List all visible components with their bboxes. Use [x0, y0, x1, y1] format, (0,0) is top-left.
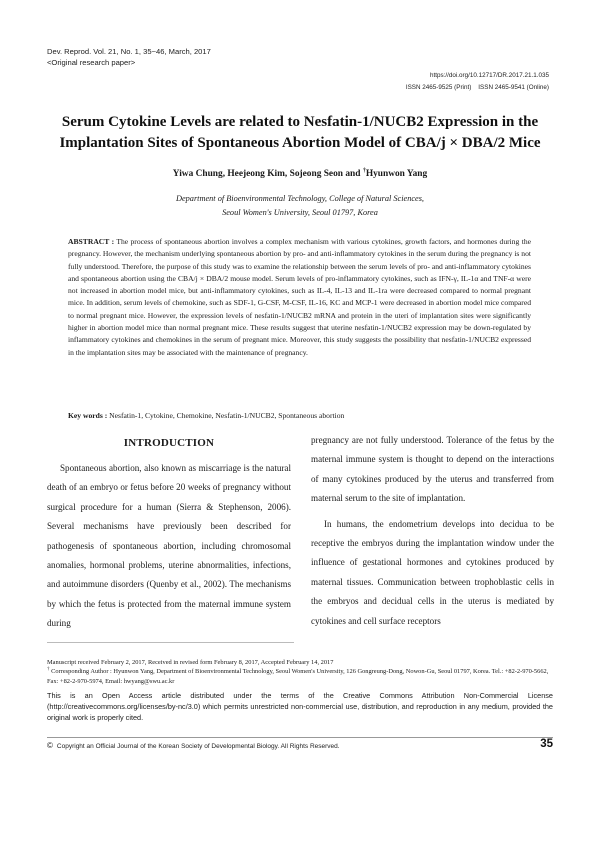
issn-numbers: ISSN 2465-9525 (Print) ISSN 2465-9541 (Online) [405, 84, 549, 91]
intro-paragraph-1: Spontaneous abortion, also known as miscarriage is the natural death of an embryo or fetus before 20 weeks of pregnancy without surgical procedure for a human (Sierra & Stephenson, 2006). Several mechanisms have previously been described for pathogenesis of spontaneous abortion, including chromosomal anomalies, hormonal problems, uterine abnormalities, infections, and autoimmune disorders (Quenby et al., 2002). The mechanisms by which the fetus is protected from the maternal immune system during [47, 463, 291, 629]
corresponding-author-note: Corresponding Author : Hyunwon Yang, Department of Bioenvironmental Technology, Seoul Women's University, 126 Gongreung-Dong, Nowon-Gu, Seoul 01797, Korea. Tel.: +82-2-970-5662, Fax: +82-2-970-5974, Email: hwyang@swu.ac.kr [47, 668, 549, 685]
affiliation-line-2: Seoul Women's University, Seoul 01797, Korea [222, 208, 378, 217]
right-column [311, 431, 554, 631]
manuscript-dates: Manuscript received February 2, 2017, Received in revised form February 8, 2017, Accepted February 14, 2017 [47, 659, 334, 666]
section-heading: INTRODUCTION [123, 437, 215, 449]
title-line-2: Implantation Sites of Spontaneous Abortion Model of CBA/j × DBA/2 Mice [59, 135, 541, 151]
corresponding-author: Hyunwon Yang [365, 169, 428, 179]
affiliation [40, 192, 560, 220]
abstract-text: The process of spontaneous abortion involves a complex mechanism with various cytokines, growth factors, and hormones during the pregnancy. However, the mechanism underlying spontaneous abortion by pro- and anti-inflammatory cytokines in the serum during the pregnancy is not fully understood. Therefore, the purpose of this study was to examine the relationship between the serum levels of pro- and anti-inflammatory cytokines and spontaneous abortion using the CBA/j × DBA/2 mouse model. Serum levels of pro-inflammatory cytokines, such as IFN-γ, IL-1α and TNF-α were not increased in abortion model mice, but anti-inflammatory cytokines, such as IL-4, IL-13 and IL-1ra were decreased compared to normal pregnant mice. In addition, serum levels of chemokine, such as SDF-1, G-CSF, M-CSF, IL-16, KC and MCP-1 were decreased in abortion model mice compared to normal pregnant mice. However, the expression levels of nesfatin-1/NUCB2 mRNA and protein in the uteri of implantation sites were significantly higher in abortion model mice than normal pregnant mice. These results suggest that uterine nesfatin-1/NUCB2 expression may be down-regulated by inflammatory cytokines and chemokines in the serum of pregnant mice. Moreover, this study suggests the possibility that nesfatin-1/NUCB2 expressed in the implantation sites may be associated with the maintenance of pregnancy. [68, 237, 531, 357]
keywords-text: Nesfatin-1, Cytokine, Chemokine, Nesfatin-1/NUCB2, Spontaneous abortion [109, 411, 345, 420]
license-statement: This is an Open Access article distributed under the terms of the Creative Commons Attribution Non-Commercial License (http://creativecommons.org/licenses/by-nc/3.0) which permits unrestricted non-commercial use, distribution, and reproduction in any medium, provided the original work is properly cited. [47, 691, 553, 723]
footnote-corr-mark: † [47, 667, 50, 673]
keywords [68, 410, 531, 422]
copyright-icon: © [47, 741, 53, 750]
article-title [40, 112, 560, 154]
page-number: 35 [540, 738, 553, 750]
copyright-text: Copyright an Official Journal of the Korean Society of Developmental Biology. All Rights Reserved. [56, 743, 340, 750]
intro-paragraph-continued: pregnancy are not fully understood. Tolerance of the fetus by the maternal immune system is thought to depend on the interactions of many cytokines produced by the uterus and transferred from maternal serum to the site of implantation. [311, 435, 554, 504]
intro-paragraph-2: In humans, the endometrium develops into decidua to be receptive the embryos during the implantation window under the influence of gestational hormones and cytokines produced by maternal tissues. Communication between trophoblastic cells in the embryos and decidual cells in the uterus is mediated by cytokines and cell surface receptors [311, 518, 554, 626]
authors-main: Yiwa Chung, Heejeong Kim, Sojeong Seon and [172, 169, 363, 179]
abstract-label: ABSTRACT : [68, 237, 115, 246]
affiliation-line-1: Department of Bioenvironmental Technology, College of Natural Sciences, [175, 194, 425, 203]
doi-link[interactable]: https://doi.org/10.12717/DR.2017.21.1.035 [429, 72, 549, 79]
footnotes [47, 658, 553, 686]
title-line-1: Serum Cytokine Levels are related to Nesfatin-1/NUCB2 Expression in the [61, 114, 539, 130]
journal-citation: Dev. Reprod. Vol. 21, No. 1, 35~46, March, 2017 [47, 47, 211, 56]
footnote-divider [47, 642, 294, 643]
abstract [68, 236, 531, 359]
corresponding-mark: † [362, 167, 366, 174]
keywords-label: Key words : [68, 411, 108, 420]
copyright-line [47, 741, 340, 752]
left-column [47, 432, 291, 634]
paper-type-label: <Original research paper> [47, 58, 136, 67]
author-list [40, 168, 560, 180]
footer-divider [47, 737, 553, 738]
